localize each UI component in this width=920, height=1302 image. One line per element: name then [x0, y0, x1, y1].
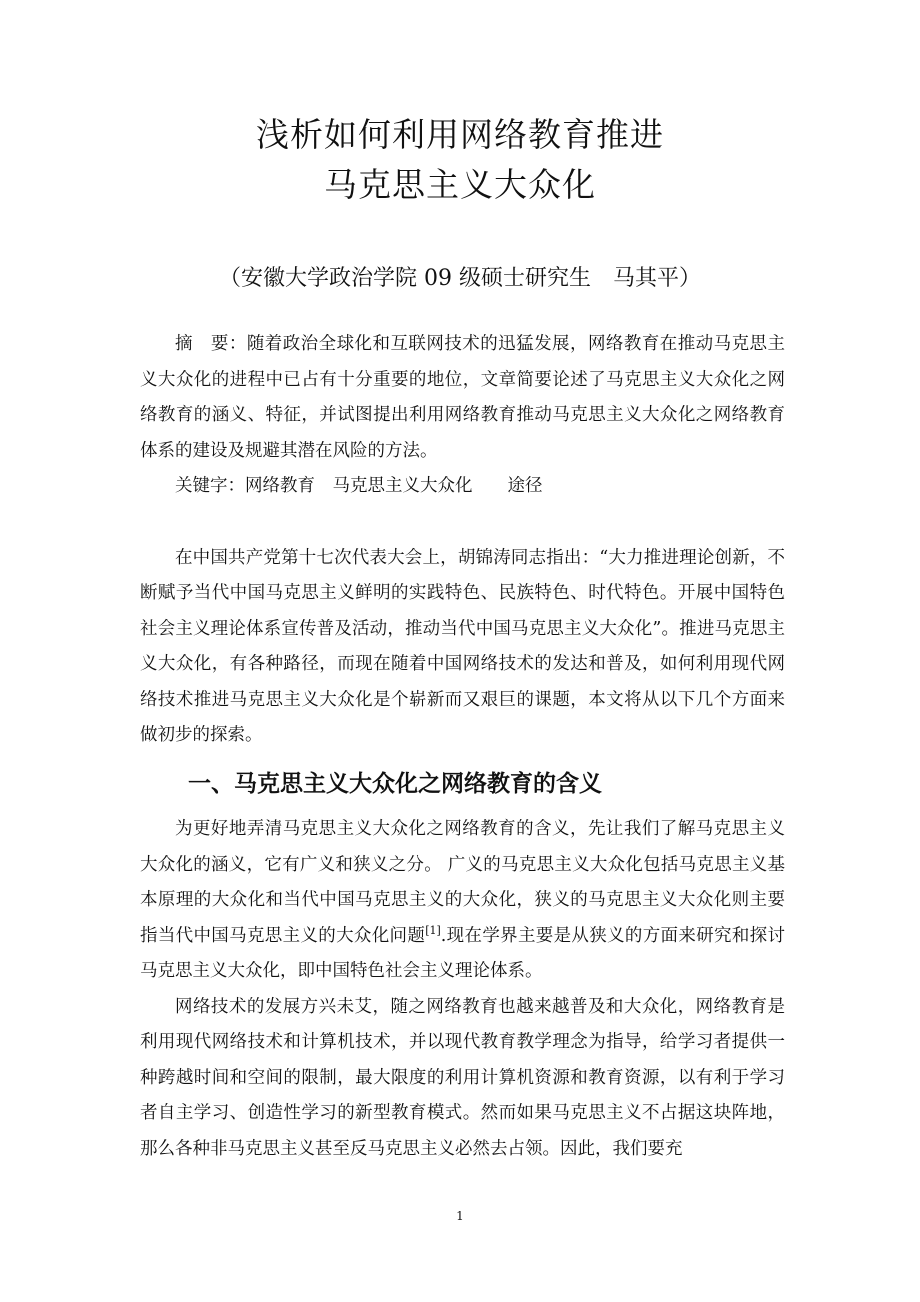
- citation-ref: [1]: [425, 923, 441, 937]
- blank-line: [140, 505, 785, 541]
- title-line-1: 浅析如何利用网络教育推进: [256, 115, 664, 154]
- abstract-paragraph: 摘 要：随着政治全球化和互联网技术的迅猛发展，网络教育在推动马克思主义大众化的进程中已占有十分重要的地位，文章简要论述了马克思主义大众化之网络教育的涵义、特征，并试图提出利用网络教育推动马克思主义大众化之网络教育体系的建设及规避其潜在风险的方法。: [140, 334, 785, 461]
- section-1-paragraph-1: [140, 812, 785, 990]
- section-heading-1: 一、马克思主义大众化之网络教育的含义: [188, 771, 602, 797]
- author-line: （安徽大学政治学院 09 级硕士研究生 马其平）: [219, 266, 701, 291]
- title-line-2: 马克思主义大众化: [324, 165, 596, 204]
- keywords-line: 关键字：网络教育 马克思主义大众化 途径: [175, 476, 543, 496]
- abstract-block: [140, 327, 785, 754]
- intro-paragraph: 在中国共产党第十七次代表大会上，胡锦涛同志指出：“大力推进理论创新，不断赋予当代中国马克思主义鲜明的实践特色、民族特色、时代特色。开展中国特色社会主义理论体系宣传普及活动，推动当代中国马克思主义大众化”。推进马克思主义大众化，有各种路径，而现在随着中国网络技术的发达和普及，如何利用现代网络技术推进马克思主义大众化是个崭新而又艰巨的课题，本文将从以下几个方面来做初步的探索。: [140, 547, 785, 745]
- section-1-paragraph-2: 网络技术的发展方兴未艾，随之网络教育也越来越普及和大众化，网络教育是利用现代网络技术和计算机技术，并以现代教育教学理念为指导，给学习者提供一种跨越时间和空间的限制，最大限度的利用计算机资源和教育资源，以有利于学习者自主学习、创造性学习的新型教育模式。然而如果马克思主义不占据这块阵地，那么各种非马克思主义甚至反马克思主义必然去占领。因此，我们要充: [140, 996, 785, 1159]
- section-1-body: [140, 812, 785, 1167]
- page-number: 1: [456, 1209, 464, 1223]
- section-1-p1-text-cont: .现在学界主要是从狭义的方面来研究和探讨马克思主义大众化，即中国特色社会主义理论体系。: [140, 925, 786, 981]
- section-1-p1-text: 为更好地弄清马克思主义大众化之网络教育的含义，先让我们了解马克思主义大众化的涵义，它有广义和狭义之分。 广义的马克思主义大众化包括马克思主义基本原理的大众化和当代中国马克思主义的大众化，狭义的马克思主义大众化则主要指当代中国马克思主义的大众化问题: [140, 819, 785, 946]
